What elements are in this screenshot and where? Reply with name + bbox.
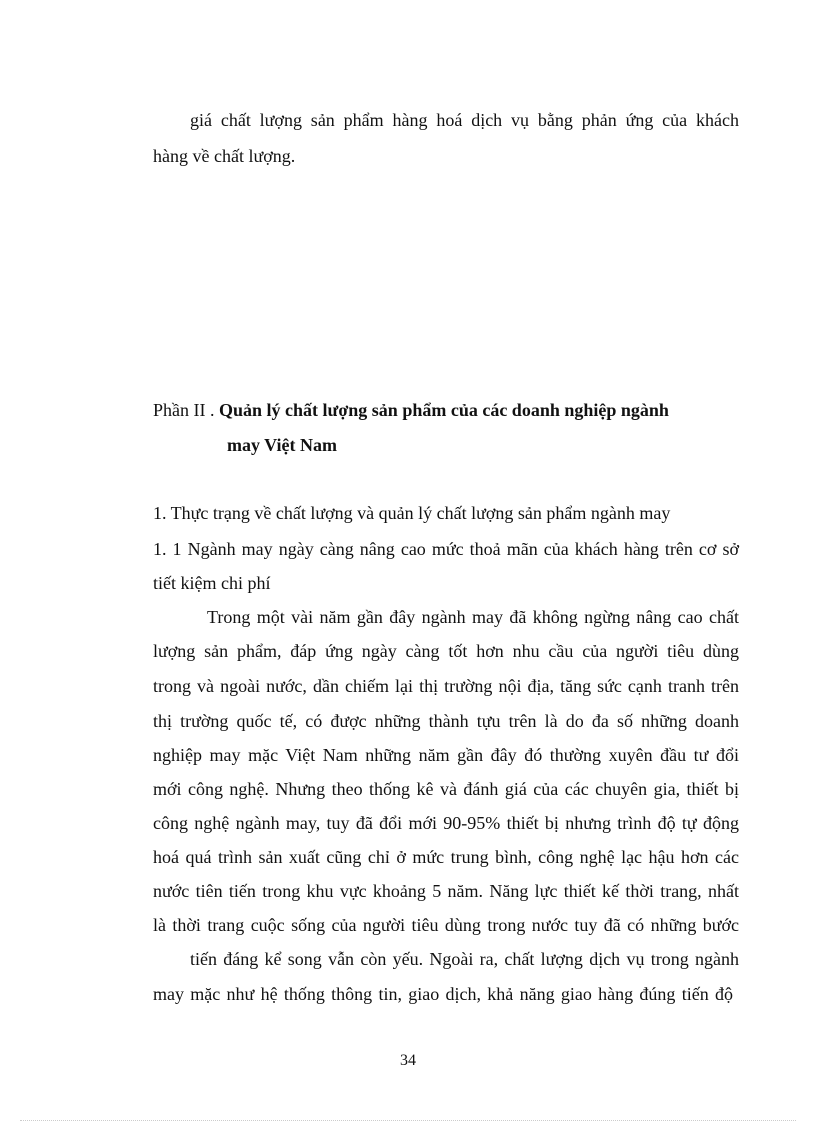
body-line: thị trường quốc tế, có được những thành tựu trên là do đa số những doanh — [153, 711, 739, 731]
body-line: Trong một vài năm gần đây ngành may đã không ngừng nâng cao chất — [207, 607, 739, 627]
paragraph-line: giá chất lượng sản phẩm hàng hoá dịch vụ bằng phản ứng của khách — [190, 110, 739, 130]
heading-1: 1. Thực trạng về chất lượng và quản lý chất lượng sản phẩm ngành may — [153, 503, 671, 523]
body-line: là thời trang cuộc sống của người tiêu dùng trong nước tuy đã có những bước — [153, 915, 739, 935]
body-line: lượng sản phẩm, đáp ứng ngày càng tốt hơn nhu cầu của người tiêu dùng — [153, 641, 739, 661]
page-number: 34 — [400, 1052, 416, 1069]
body-line: mới công nghệ. Nhưng theo thống kê và đánh giá của các chuyên gia, thiết bị — [153, 779, 739, 799]
section-heading — [153, 398, 669, 422]
heading-1-1-continued: tiết kiệm chi phí — [153, 573, 271, 593]
page-bottom-divider — [20, 1120, 796, 1121]
section-title: Quản lý chất lượng sản phẩm của các doanh nghiệp ngành — [219, 400, 669, 420]
body-line: nước tiên tiến trong khu vực khoảng 5 năm. Năng lực thiết kế thời trang, nhất — [153, 881, 739, 901]
body-line: may mặc như hệ thống thông tin, giao dịch, khả năng giao hàng đúng tiến độ — [153, 984, 733, 1004]
section-prefix: Phần II . — [153, 400, 215, 420]
paragraph-line: hàng về chất lượng. — [153, 146, 296, 166]
body-line: tiến đáng kể song vẫn còn yếu. Ngoài ra, chất lượng dịch vụ trong ngành — [190, 949, 739, 969]
section-title-continued: may Việt Nam — [227, 435, 337, 455]
body-line: công nghệ ngành may, tuy đã đổi mới 90-95% thiết bị nhưng trình độ tự động — [153, 813, 739, 833]
body-line: trong và ngoài nước, dần chiếm lại thị trường nội địa, tăng sức cạnh tranh trên — [153, 676, 739, 696]
heading-1-1: 1. 1 Ngành may ngày càng nâng cao mức thoả mãn của khách hàng trên cơ sở — [153, 539, 739, 559]
body-line: nghiệp may mặc Việt Nam những năm gần đây đó thường xuyên đầu tư đổi — [153, 745, 739, 765]
body-line: hoá quá trình sản xuất cũng chỉ ở mức trung bình, công nghệ lạc hậu hơn các — [153, 847, 739, 867]
